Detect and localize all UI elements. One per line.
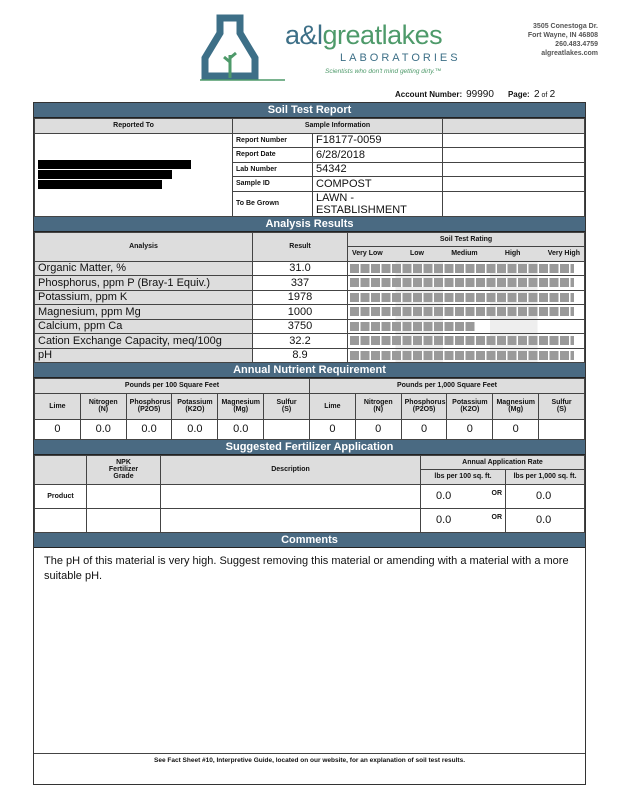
nutrient-col-header [80, 393, 126, 419]
analysis-name: Magnesium, ppm Mg [35, 305, 253, 320]
page-label: Page: [507, 90, 530, 99]
analysis-result: 1000 [253, 305, 348, 320]
comments-title: Comments [34, 533, 585, 548]
analysis-row [35, 276, 585, 291]
analysis-name: Organic Matter, % [35, 261, 253, 276]
sample-info-table [34, 118, 585, 217]
rating-bar [350, 293, 574, 302]
rating-level: Very Low [352, 250, 383, 258]
nutrient-col-header [447, 393, 493, 419]
rating-bar [350, 351, 574, 360]
brand-name-b: greatlakes [322, 20, 443, 50]
nutrient-symbol: (S) [281, 406, 292, 413]
nutrient-symbol: (N) [98, 406, 109, 413]
analysis-result: 31.0 [253, 261, 348, 276]
nutrient-col-header [264, 393, 310, 419]
nutrient-name: Sulfur [276, 399, 297, 406]
rate-per1000-header: lbs per 1,000 sq. ft. [506, 470, 585, 485]
website: algreatlakes.com [541, 50, 598, 57]
nutrient-name: Nitrogen [363, 399, 393, 406]
report-number: F18177-0059 [313, 133, 443, 148]
nutrient-symbol: (P2O5) [137, 406, 161, 413]
analysis-row [35, 305, 585, 320]
brand-name-a: a&l [285, 20, 323, 50]
nutrient-value: 0.0 [218, 419, 264, 439]
account-info [395, 89, 555, 100]
field-label: To Be Grown [233, 191, 313, 216]
nutrient-symbol: (K2O) [185, 406, 205, 413]
nutrient-value: 0.0 [126, 419, 172, 439]
nutrient-value: 0 [309, 419, 355, 439]
product-label: Product [35, 484, 87, 508]
rate-per100: 0.0 [436, 490, 452, 502]
nutrient-title: Annual Nutrient Requirement [34, 363, 585, 378]
nutrient-name: Phosphorus [404, 399, 446, 406]
field-label: Sample ID [233, 177, 313, 192]
rate-per1000: 0.0 [506, 508, 585, 532]
analysis-result: 1978 [253, 290, 348, 305]
address-line: 3505 Conestoga Dr. [533, 23, 598, 30]
nutrient-name: Lime [49, 402, 66, 410]
nutrient-symbol: (S) [556, 406, 567, 413]
nutrient-value: 0.0 [80, 419, 126, 439]
nutrient-symbol: (N) [373, 406, 384, 413]
analysis-row [35, 290, 585, 305]
analysis-row [35, 334, 585, 349]
footer-note: See Fact Sheet #10, Interpretive Guide, located on our website, for an explanation of soil test results. [34, 753, 585, 767]
nutrient-name: Potassium [452, 399, 488, 406]
field-label: Report Number [233, 133, 313, 148]
analysis-result: 337 [253, 276, 348, 291]
rate-per100: 0.0 [436, 514, 452, 526]
rating-level: Very High [547, 250, 580, 258]
analysis-name: Potassium, ppm K [35, 290, 253, 305]
nutrient-col-header [539, 393, 585, 419]
nutrient-value [264, 419, 310, 439]
analysis-name: Calcium, ppm Ca [35, 319, 253, 334]
nutrient-value: 0 [447, 419, 493, 439]
rating-bar [350, 278, 574, 287]
fertilizer-title: Suggested Fertilizer Application [34, 440, 585, 455]
nutrient-name: Phosphorus [129, 399, 171, 406]
analysis-row [35, 319, 585, 334]
report-date: 6/28/2018 [313, 148, 443, 163]
nutrient-col-header [401, 393, 447, 419]
nutrient-col-header [218, 393, 264, 419]
nutrient-col-header [309, 393, 355, 419]
field-label: Report Date [233, 148, 313, 163]
or-label: OR [491, 490, 502, 497]
analysis-name: pH [35, 348, 253, 363]
rating-level: High [504, 250, 521, 258]
sample-id: COMPOST [313, 177, 443, 192]
rating-bar [350, 264, 574, 273]
nutrient-value: 0.0 [172, 419, 218, 439]
nutrient-col-header [172, 393, 218, 419]
rating-bar [350, 336, 574, 345]
nutrient-value: 0 [493, 419, 539, 439]
nutrient-col-header [126, 393, 172, 419]
brand-sub: LABORATORIES [340, 52, 461, 64]
nutrient-value: 0 [355, 419, 401, 439]
nutrient-symbol: (P2O5) [412, 406, 436, 413]
rating-header: Soil Test Rating [348, 232, 585, 247]
fertilizer-table [34, 455, 585, 533]
field-label: Lab Number [233, 162, 313, 177]
tagline: Scientists who don't mind getting dirty.™ [325, 68, 442, 75]
page-total: 2 [549, 89, 556, 100]
analysis-name: Phosphorus, ppm P (Bray-1 Equiv.) [35, 276, 253, 291]
report-frame [33, 102, 586, 785]
account-number: 99990 [466, 89, 494, 100]
page-number: 2 [533, 89, 540, 100]
nutrient-name: Sulfur [551, 399, 572, 406]
sample-info-header: Sample Information [233, 119, 443, 134]
comments-text: The pH of this material is very high. Suggest removing this material or amending with a material with a more suitable pH. [44, 554, 569, 582]
analysis-table [34, 232, 585, 364]
analysis-title: Analysis Results [34, 217, 585, 232]
npk-label: Fertilizer [108, 466, 139, 473]
nutrient-name: Magnesium [496, 399, 535, 406]
to-be-grown: LAWN - ESTABLISHMENT [313, 191, 443, 216]
nutrient-name: Nitrogen [88, 399, 118, 406]
address-line: Fort Wayne, IN 46808 [527, 32, 598, 39]
analysis-header: Analysis [35, 232, 253, 261]
nutrient-col-header [355, 393, 401, 419]
analysis-row [35, 348, 585, 363]
or-label: OR [491, 514, 502, 521]
nutrient-symbol: (K2O) [460, 406, 480, 413]
analysis-result: 8.9 [253, 348, 348, 363]
rating-level: Low [409, 250, 424, 258]
nutrient-col-header [35, 393, 81, 419]
npk-label: Grade [113, 473, 134, 480]
analysis-row [35, 261, 585, 276]
report-title: Soil Test Report [34, 103, 585, 118]
rate-header: Annual Application Rate [421, 455, 585, 470]
npk-label: NPK [116, 459, 131, 466]
nutrient-table [34, 378, 585, 440]
nutrient-col-header [493, 393, 539, 419]
nutrient-value: 0 [35, 419, 81, 439]
analysis-name: Cation Exchange Capacity, meq/100g [35, 334, 253, 349]
lab-number: 54342 [313, 162, 443, 177]
rate-per1000: 0.0 [506, 484, 585, 508]
account-label: Account Number: [395, 90, 463, 99]
nutrient-value: 0 [401, 419, 447, 439]
rating-bar [350, 322, 475, 331]
rate-per100-header: lbs per 100 sq. ft. [421, 470, 506, 485]
rating-bar [350, 307, 574, 316]
product-label [35, 508, 87, 532]
description-header: Description [161, 455, 421, 484]
reported-to-header: Reported To [35, 119, 233, 134]
nutrient-symbol: (Mg) [508, 406, 524, 413]
nutrient-name: Magnesium [221, 399, 260, 406]
analysis-result: 32.2 [253, 334, 348, 349]
address [528, 22, 598, 58]
nutrient-value [539, 419, 585, 439]
nutrient-name: Lime [324, 402, 341, 410]
of-label: of [541, 92, 548, 99]
reported-to-redacted [35, 133, 233, 216]
nutrient-name: Potassium [177, 399, 213, 406]
result-header: Result [253, 232, 348, 261]
per100-header: Pounds per 100 Square Feet [35, 379, 310, 394]
nutrient-symbol: (Mg) [233, 406, 249, 413]
rating-level: Medium [451, 250, 478, 258]
per1000-header: Pounds per 1,000 Square Feet [309, 379, 584, 394]
analysis-result: 3750 [253, 319, 348, 334]
phone: 260.483.4759 [555, 41, 598, 48]
